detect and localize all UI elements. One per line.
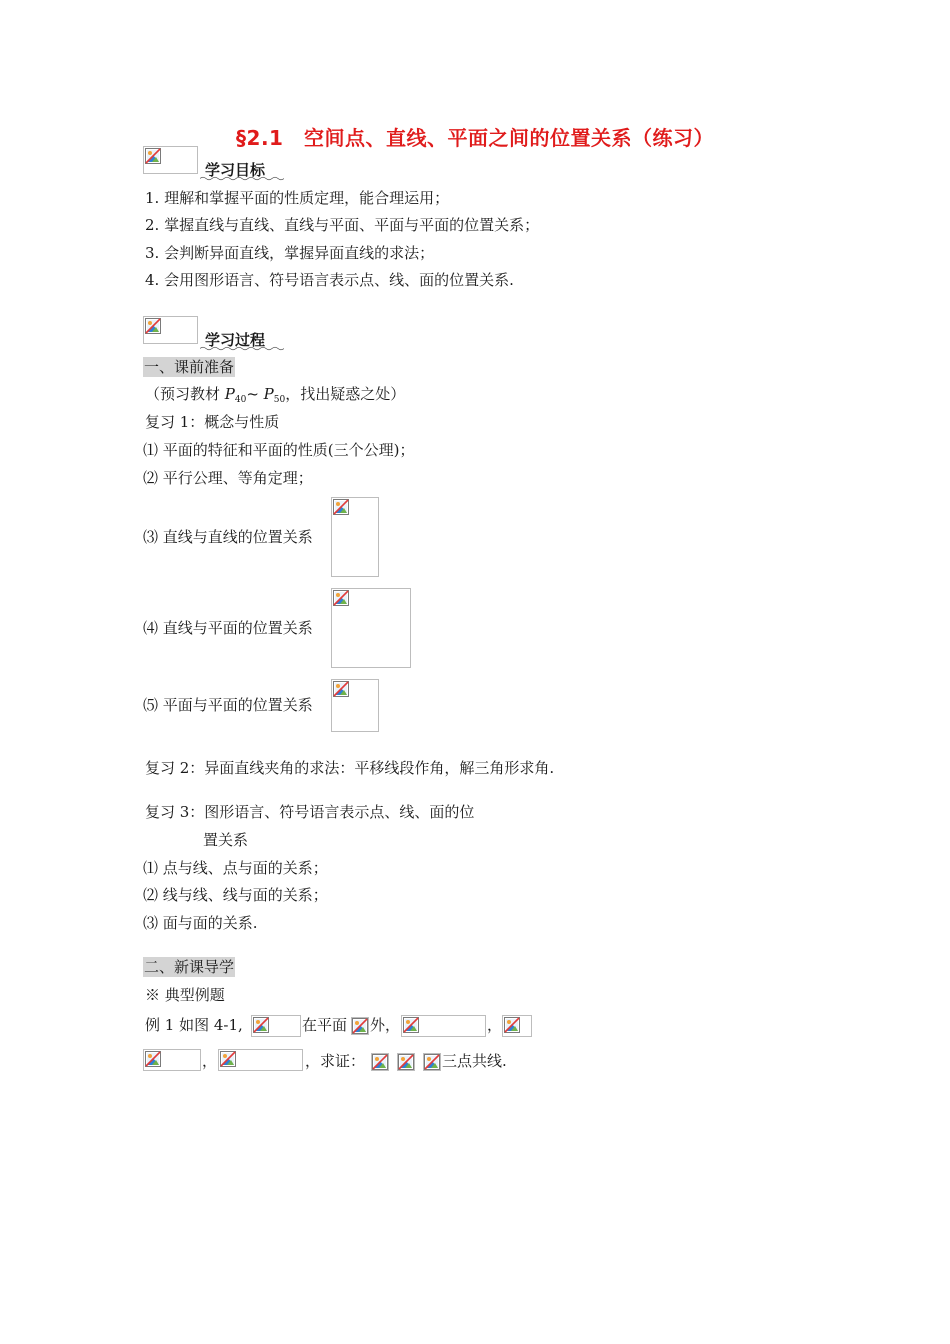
learning-process-heading: 学习过程: [205, 331, 266, 349]
in-plane-text: 在平面: [302, 1016, 348, 1034]
preview-suffix: ，找出疑惑之处）: [285, 385, 406, 403]
wavy-underline: [200, 346, 284, 351]
outside-text: 外，: [370, 1016, 401, 1034]
preview-note: [145, 384, 405, 410]
goal-item: 1. 理解和掌握平面的性质定理，能合理运用；: [145, 189, 450, 207]
broken-image-icon: [253, 1017, 269, 1033]
line-line-diagram-image: [331, 497, 379, 577]
broken-image-icon: [220, 1051, 236, 1067]
broken-image-icon: [333, 681, 349, 697]
section-icon-image: [143, 316, 198, 344]
formula-image: [143, 1049, 201, 1071]
page-title: §2.1 空间点、直线、平面之间的位置关系（练习）: [236, 126, 714, 150]
broken-image-icon: [372, 1054, 388, 1070]
page-var-p: P: [263, 385, 274, 403]
point-symbol-image: [371, 1053, 389, 1071]
typical-examples-label: ※ 典型例题: [145, 986, 225, 1004]
broken-image-icon: [333, 590, 349, 606]
review1-item: ⑴ 平面的特征和平面的性质(三个公理)；: [143, 441, 415, 459]
goal-item: 2. 掌握直线与直线、直线与平面、平面与平面的位置关系；: [145, 216, 540, 234]
page-var-p: P: [224, 385, 235, 403]
review3-item: ⑵ 线与线、线与面的关系；: [143, 886, 328, 904]
part2-title: 二、新课导学: [144, 958, 235, 976]
review2-text: 复习 2：异面直线夹角的求法：平移线段作角，解三角形求角.: [145, 759, 555, 777]
plane-symbol-image: [351, 1017, 369, 1035]
formula-image: [251, 1015, 301, 1037]
review1-item: ⑷ 直线与平面的位置关系: [143, 619, 313, 637]
point-symbol-image: [397, 1053, 415, 1071]
review1-item: ⑶ 直线与直线的位置关系: [143, 528, 313, 546]
review1-item: ⑵ 平行公理、等角定理；: [143, 469, 313, 487]
review1-title: 复习 1：概念与性质: [145, 413, 280, 431]
preview-prefix: （预习教材: [145, 385, 225, 403]
review3-title: 复习 3：图形语言、符号语言表示点、线、面的位: [145, 803, 475, 821]
broken-image-icon: [145, 148, 161, 164]
wavy-underline: [200, 176, 284, 181]
comma-text: ，: [487, 1016, 503, 1034]
example1-prefix: 例 1 如图 4-1,: [145, 1016, 243, 1034]
point-symbol-image: [423, 1053, 441, 1071]
review3-title-cont: 置关系: [203, 831, 249, 849]
goal-item: 4. 会用图形语言、符号语言表示点、线、面的位置关系.: [145, 271, 514, 289]
comma-text: ，: [202, 1052, 218, 1070]
line-plane-diagram-image: [331, 588, 411, 668]
page-end: 50: [273, 395, 286, 405]
broken-image-icon: [403, 1017, 419, 1033]
formula-image: [218, 1049, 303, 1071]
broken-image-icon: [145, 1051, 161, 1067]
page-start: 40: [234, 395, 247, 405]
broken-image-icon: [398, 1054, 414, 1070]
formula-image: [401, 1015, 486, 1037]
broken-image-icon: [504, 1017, 520, 1033]
collinear-text: 三点共线.: [442, 1052, 507, 1070]
broken-image-icon: [333, 499, 349, 515]
prove-text: ，求证：: [305, 1052, 366, 1070]
review1-item: ⑸ 平面与平面的位置关系: [143, 696, 313, 714]
part1-title: 一、课前准备: [144, 358, 235, 376]
review3-item: ⑶ 面与面的关系.: [143, 914, 258, 932]
plane-plane-diagram-image: [331, 679, 379, 732]
broken-image-icon: [424, 1054, 440, 1070]
broken-image-icon: [352, 1018, 368, 1034]
goal-item: 3. 会判断异面直线，掌握异面直线的求法；: [145, 244, 435, 262]
formula-image: [502, 1015, 532, 1037]
broken-image-icon: [145, 318, 161, 334]
review3-item: ⑴ 点与线、点与面的关系；: [143, 859, 328, 877]
section-icon-image: [143, 146, 198, 174]
learning-goals-heading: 学习目标: [205, 161, 266, 179]
tilde: ~: [246, 385, 264, 403]
